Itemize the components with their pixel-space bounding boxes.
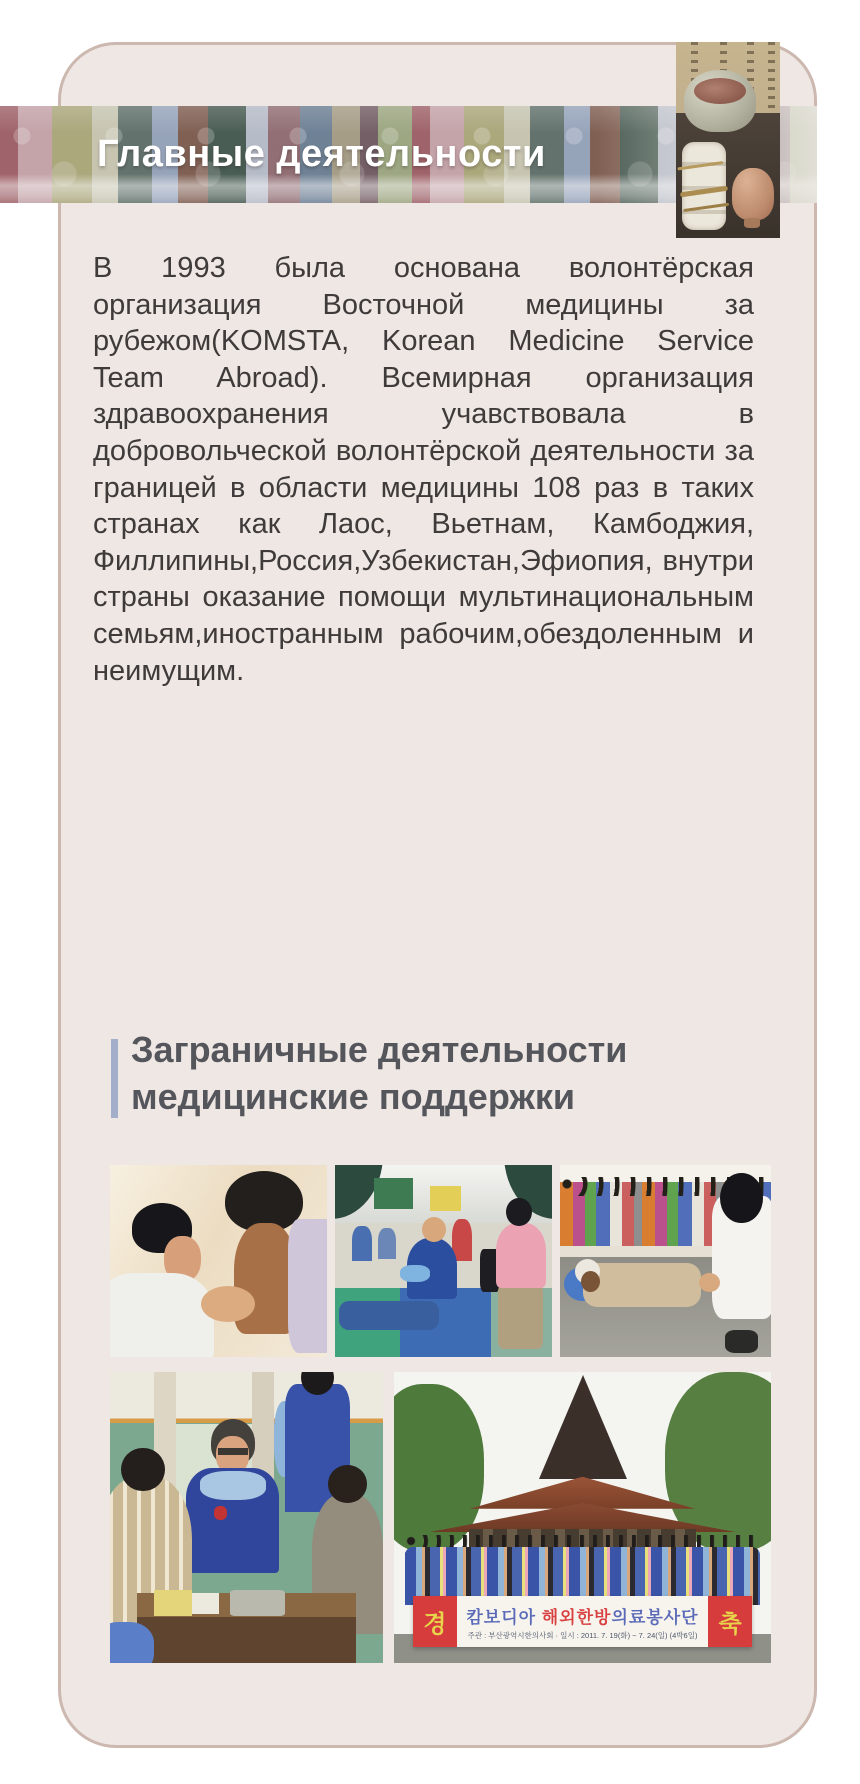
doctor-hair (720, 1173, 762, 1223)
banner-subtitle: 주관 : 부산광역시한의사회 · 일시 : 2011. 7. 19(화) ~ 7. 24(일) (4박6일) (467, 1630, 698, 1640)
banner-center (457, 1596, 708, 1647)
red-badge (214, 1506, 228, 1521)
photo-tent-treatment (335, 1165, 552, 1357)
blue-chair (110, 1622, 154, 1663)
tea-cup (732, 168, 774, 220)
patient-head (121, 1448, 165, 1492)
section-heading (131, 1026, 627, 1120)
photo-patient-queue (560, 1165, 771, 1357)
woman-pants (498, 1284, 544, 1349)
banner-title-korean (466, 1603, 698, 1628)
lying-patient (339, 1301, 439, 1330)
doctor-glasses (218, 1448, 248, 1455)
tea-liquid (694, 78, 746, 104)
green-banner (374, 1178, 413, 1209)
lying-patient (583, 1263, 701, 1307)
banner-word-overseas-km: 해외한방 (541, 1607, 612, 1627)
volunteer-head (422, 1217, 446, 1242)
banner-word-medical-team: 의료봉사단 (611, 1607, 699, 1627)
white-box (192, 1593, 219, 1613)
patient-boy-shirt (288, 1219, 327, 1353)
tea-cup-foot (744, 218, 760, 228)
volunteer-sleeve (400, 1265, 430, 1282)
medical-kit (230, 1590, 285, 1616)
section-accent-bar (111, 1039, 118, 1118)
banner-seal-left: 경 (413, 1596, 457, 1647)
woman-pink-shirt (496, 1223, 546, 1288)
patient-face (581, 1271, 600, 1292)
pavilion-spire-roof (539, 1375, 627, 1479)
doctor-hand (699, 1273, 720, 1292)
shoe (725, 1330, 759, 1353)
banner-word-cambodia: 캄보디아 (466, 1607, 542, 1627)
patient-head (328, 1465, 366, 1503)
page-title: Главные деятельности (97, 133, 546, 175)
photo-chest-examination (110, 1165, 327, 1357)
tea-photo (676, 42, 780, 238)
section-heading-line1: Заграничные деятельности (131, 1029, 628, 1070)
yellow-box (154, 1590, 192, 1616)
congratulation-banner (413, 1596, 752, 1647)
photo-pulse-diagnosis (110, 1372, 383, 1663)
background-volunteer (378, 1228, 395, 1259)
doctor-white-shirt (110, 1273, 214, 1357)
background-volunteer (352, 1226, 372, 1261)
tea-bowl (684, 70, 756, 132)
section-heading-line2: медицинские поддержки (131, 1076, 576, 1117)
photo-group-cambodia (394, 1372, 771, 1663)
banner-seal-right: 축 (708, 1596, 752, 1647)
yellow-banner (430, 1186, 460, 1211)
intro-paragraph: В 1993 была основана волонтёрская организация Восточной медицины за рубежом(KOMSTA, Korean Medicine Service Team Abroad). Всемирная организация здравоохранения учавствовала в добровольческой волонтёрской деятельности за границей в области медицины 108 раз в таких странах как Лаос, Вьетнам, Камбоджия, Филлипины,Россия,Узбекистан,Эфиопия, внутри страны оказание помощи мультинациональным семьям,иностранным рабочим,обездоленным и неимущим. (93, 252, 754, 687)
doctor-light-blue-shirt (200, 1471, 266, 1500)
